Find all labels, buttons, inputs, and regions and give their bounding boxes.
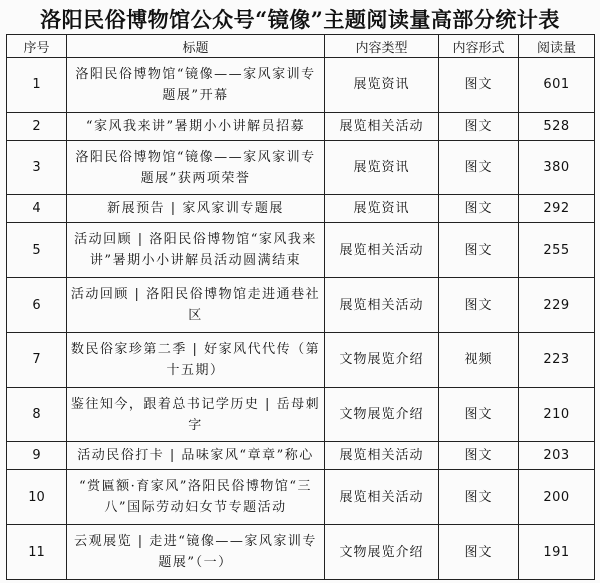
row-content-form: 图文 [439, 195, 519, 223]
row-title: 新展预告 | 家风家训专题展 [67, 195, 325, 223]
header-row [7, 35, 595, 58]
row-index: 3 [7, 140, 67, 195]
table-row [7, 470, 595, 525]
row-content-form: 图文 [439, 58, 519, 113]
statistics-table [6, 34, 595, 580]
row-views: 223 [519, 332, 595, 387]
row-index: 2 [7, 112, 67, 140]
row-index: 6 [7, 278, 67, 333]
header-content-form: 内容形式 [439, 35, 519, 58]
row-content-type: 文物展览介绍 [325, 332, 439, 387]
row-title: 云观展览 | 走进“镜像——家风家训专题展”（一） [67, 525, 325, 580]
table-row [7, 387, 595, 442]
row-index: 8 [7, 387, 67, 442]
row-title: “赏匾额·育家风”洛阳民俗博物馆“三八”国际劳动妇女节专题活动 [67, 470, 325, 525]
row-content-form: 图文 [439, 470, 519, 525]
row-content-form: 图文 [439, 223, 519, 278]
table-row [7, 278, 595, 333]
table-title: 洛阳民俗博物馆公众号“镜像”主题阅读量高部分统计表 [40, 7, 560, 32]
row-content-form: 图文 [439, 387, 519, 442]
row-views: 203 [519, 442, 595, 470]
row-title: 活动回顾 | 洛阳民俗博物馆“家风我来讲”暑期小小讲解员活动圆满结束 [67, 223, 325, 278]
table-row [7, 442, 595, 470]
row-content-form: 图文 [439, 112, 519, 140]
row-content-type: 展览相关活动 [325, 442, 439, 470]
row-views: 255 [519, 223, 595, 278]
row-views: 200 [519, 470, 595, 525]
row-title: “家风我来讲”暑期小小讲解员招募 [67, 112, 325, 140]
row-index: 5 [7, 223, 67, 278]
row-content-type: 展览资讯 [325, 195, 439, 223]
row-content-type: 展览资讯 [325, 140, 439, 195]
row-title: 洛阳民俗博物馆“镜像——家风家训专题展”开幕 [67, 58, 325, 113]
row-content-type: 文物展览介绍 [325, 525, 439, 580]
table-row [7, 525, 595, 580]
row-index: 1 [7, 58, 67, 113]
row-views: 210 [519, 387, 595, 442]
row-views: 528 [519, 112, 595, 140]
row-index: 4 [7, 195, 67, 223]
table-row [7, 223, 595, 278]
row-content-form: 图文 [439, 278, 519, 333]
row-content-type: 展览资讯 [325, 58, 439, 113]
row-views: 380 [519, 140, 595, 195]
row-content-form: 图文 [439, 442, 519, 470]
row-title: 洛阳民俗博物馆“镜像——家风家训专题展”获两项荣誉 [67, 140, 325, 195]
row-views: 292 [519, 195, 595, 223]
row-content-type: 展览相关活动 [325, 223, 439, 278]
row-content-form: 图文 [439, 140, 519, 195]
row-index: 7 [7, 332, 67, 387]
row-content-type: 文物展览介绍 [325, 387, 439, 442]
header-title: 标题 [67, 35, 325, 58]
header-content-type: 内容类型 [325, 35, 439, 58]
row-views: 191 [519, 525, 595, 580]
row-content-form: 图文 [439, 525, 519, 580]
table-row [7, 140, 595, 195]
table-row [7, 195, 595, 223]
header-index: 序号 [7, 35, 67, 58]
header-views: 阅读量 [519, 35, 595, 58]
row-title: 活动民俗打卡 | 品味家风“章章”称心 [67, 442, 325, 470]
row-views: 229 [519, 278, 595, 333]
row-content-type: 展览相关活动 [325, 278, 439, 333]
row-index: 11 [7, 525, 67, 580]
table-row [7, 112, 595, 140]
row-index: 10 [7, 470, 67, 525]
row-title: 数民俗家珍第二季 | 好家风代代传（第十五期） [67, 332, 325, 387]
row-views: 601 [519, 58, 595, 113]
row-content-type: 展览相关活动 [325, 470, 439, 525]
table-row [7, 58, 595, 113]
table-row [7, 332, 595, 387]
row-content-form: 视频 [439, 332, 519, 387]
row-title: 鉴往知今，跟着总书记学历史 | 岳母刺字 [67, 387, 325, 442]
row-content-type: 展览相关活动 [325, 112, 439, 140]
row-title: 活动回顾 | 洛阳民俗博物馆走进通巷社区 [67, 278, 325, 333]
row-index: 9 [7, 442, 67, 470]
